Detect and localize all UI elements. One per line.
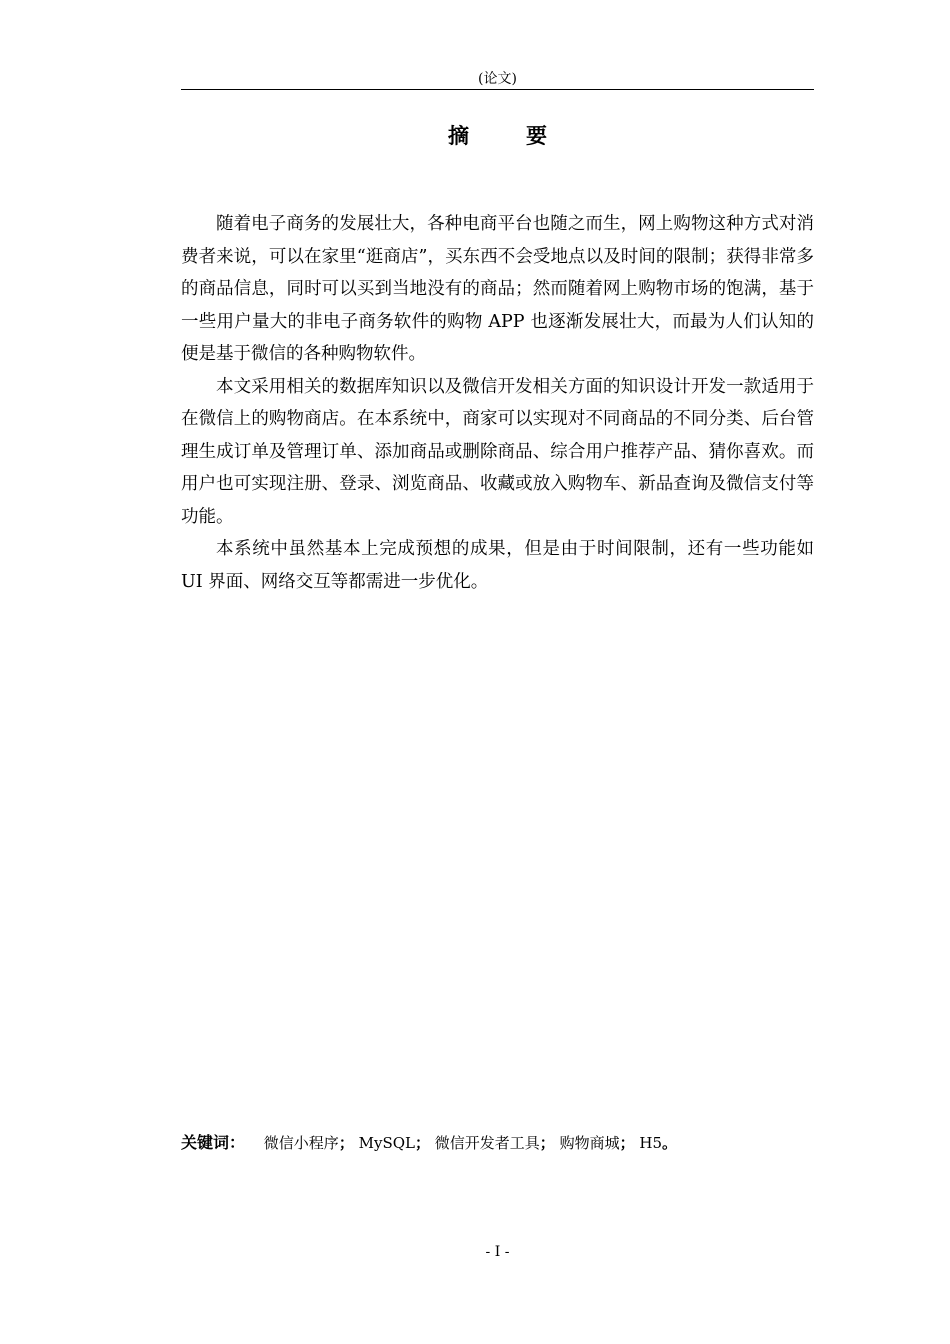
header-rule bbox=[181, 89, 814, 90]
abstract-paragraph-2: 本文采用相关的数据库知识以及微信开发相关方面的知识设计开发一款适用于在微信上的购物商店。在本系统中，商家可以实现对不同商品的不同分类、后台管理生成订单及管理订单、添加商品或删除商品、综合用户推荐产品、猜你喜欢。而用户也可实现注册、登录、浏览商品、收藏或放入购物车、新品查询及微信支付等功能。 bbox=[181, 376, 814, 527]
keywords-line bbox=[181, 1131, 814, 1155]
keyword-item: H5 bbox=[639, 1134, 663, 1152]
keywords-label: 关键词： bbox=[181, 1133, 246, 1152]
keyword-end-mark: 。 bbox=[662, 1134, 678, 1152]
keyword-item: 微信开发者工具 bbox=[434, 1134, 540, 1152]
running-header: (论文) bbox=[478, 71, 517, 87]
keyword-item: 购物商城 bbox=[559, 1134, 620, 1152]
abstract-paragraph-1: 随着电子商务的发展壮大，各种电商平台也随之而生，网上购物这种方式对消费者来说，可以在家里“逛商店”，买东西不会受地点以及时间的限制；获得非常多的商品信息，同时可以买到当地没有的商品；然而随着网上购物市场的饱满，基于一些用户量大的非电子商务软件的购物 APP 也逐渐发展壮大，而最为人们认知的便是基于微信的各种购物软件。 bbox=[181, 214, 814, 364]
page-title: 摘 要 bbox=[448, 124, 565, 148]
keyword-item: 微信小程序 bbox=[263, 1134, 339, 1152]
keyword-separator: ； bbox=[619, 1134, 635, 1152]
keyword-item: MySQL bbox=[358, 1134, 415, 1152]
keyword-separator: ； bbox=[338, 1134, 354, 1152]
abstract-paragraph-3: 本系统中虽然基本上完成预想的成果，但是由于时间限制，还有一些功能如 UI 界面、网络交互等都需进一步优化。 bbox=[181, 539, 814, 592]
keyword-separator: ； bbox=[539, 1134, 555, 1152]
abstract-body bbox=[181, 208, 814, 598]
keyword-separator: ； bbox=[414, 1134, 430, 1152]
page-number: - I - bbox=[485, 1244, 510, 1260]
